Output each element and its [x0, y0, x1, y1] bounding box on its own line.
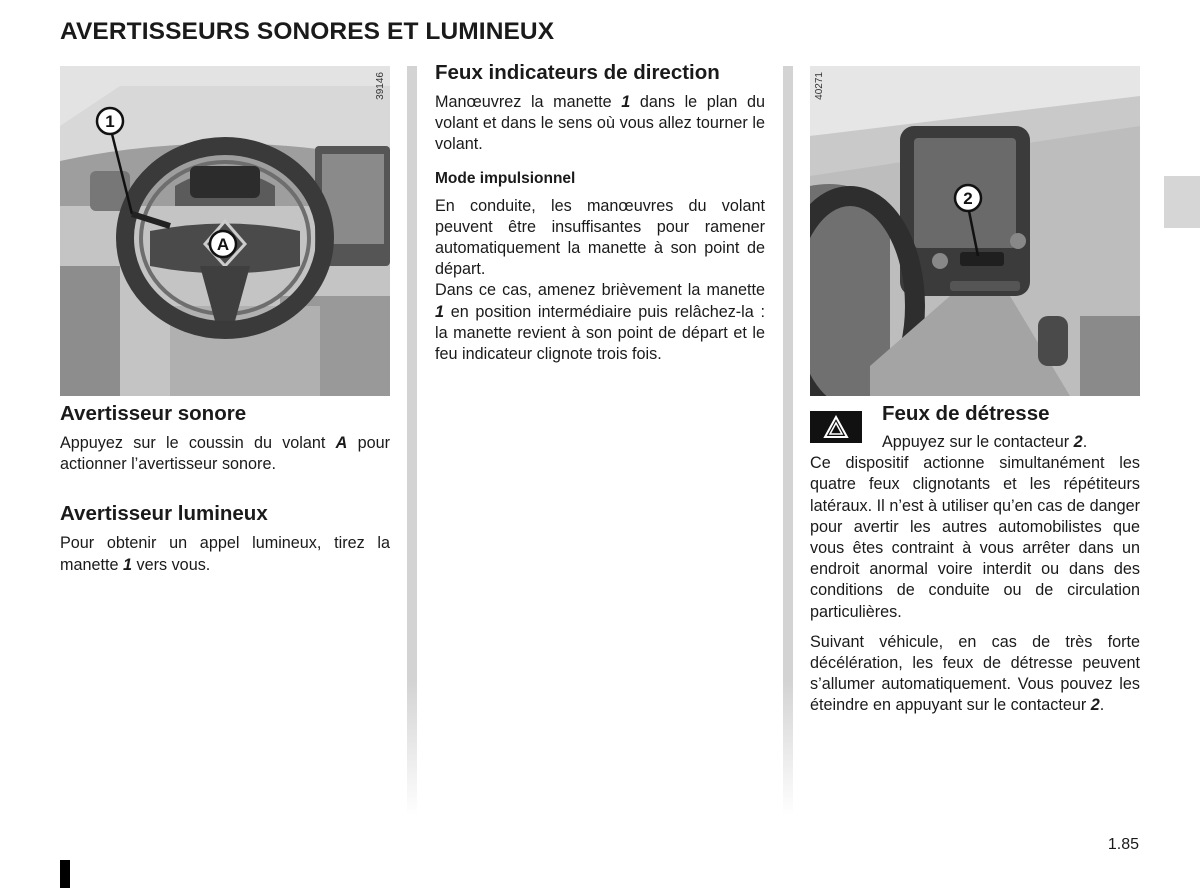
middle-column [435, 60, 765, 365]
steering-wheel-photo [60, 66, 390, 396]
hazard-lights-intro: Appuyez sur le contacteur 2. [882, 433, 1088, 451]
right-column [810, 66, 1140, 717]
headlight-flash-heading: Avertisseur lumineux [60, 502, 268, 526]
headlight-flash-paragraph: Pour obtenir un appel lumineux, tirez la manette 1 vers vous. [60, 534, 390, 574]
impulse-mode-paragraph-1: En conduite, les manœuvres du volant peuvent être insuffisantes pour ramener automatiquement la manette à son point de départ. [435, 196, 765, 279]
image-reference-number: 39146 [375, 72, 386, 100]
column-divider-right [783, 66, 793, 816]
hazard-lights-heading: Feux de détresse [882, 402, 1050, 425]
page-number: 1.85 [1107, 836, 1139, 853]
hazard-warning-icon [810, 411, 862, 443]
column-divider-left [407, 66, 417, 816]
horn-paragraph: Appuyez sur le coussin du volant A pour actionner l’avertisseur sonore. [60, 434, 390, 474]
hazard-lights-paragraph-2: Suivant véhicule, en cas de très forte décélération, les feux de détresse peuvent s’allumer automatiquement. Vous pouvez les éteindre en appuyant sur le contacteur 2. [810, 632, 1140, 715]
hazard-lights-section [810, 401, 1140, 717]
horn-heading: Avertisseur sonore [60, 402, 247, 425]
chapter-tab-marker [1164, 176, 1200, 228]
impulse-mode-subheading: Mode impulsionnel [435, 169, 576, 187]
left-column [60, 66, 390, 576]
turn-signals-intro: Manœuvrez la manette 1 dans le plan du volant et dans le sens où vous allez tourner le volant. [435, 93, 765, 154]
page-corner-mark [60, 860, 70, 888]
callout-2-label: 2 [963, 189, 973, 208]
hazard-lights-paragraph-1: Ce dispositif actionne simultanément les quatre feux clignotants et les répétiteurs latéraux. Il n’est à utiliser qu’en cas de danger pour avertir les autres automobilistes que vous êtes contraint à vous arrêter dans un endroit anormal voire interdit ou dans des conditions de conduite ou de circulation particulières. [810, 454, 1140, 621]
page-title: AVERTISSEURS SONORES ET LUMINEUX [60, 18, 555, 45]
impulse-mode-paragraph-2: Dans ce cas, amenez brièvement la manette 1 en position intermédiaire puis relâchez-la : la manette revient à son point de départ et le feu indicateur clignote trois fois. [435, 281, 765, 364]
hazard-switch-photo [810, 66, 1140, 396]
turn-signals-heading: Feux indicateurs de direction [435, 61, 720, 84]
image-reference-number: 40271 [814, 72, 825, 100]
callout-a-label: A [216, 235, 230, 254]
callout-1-label: 1 [105, 112, 115, 131]
